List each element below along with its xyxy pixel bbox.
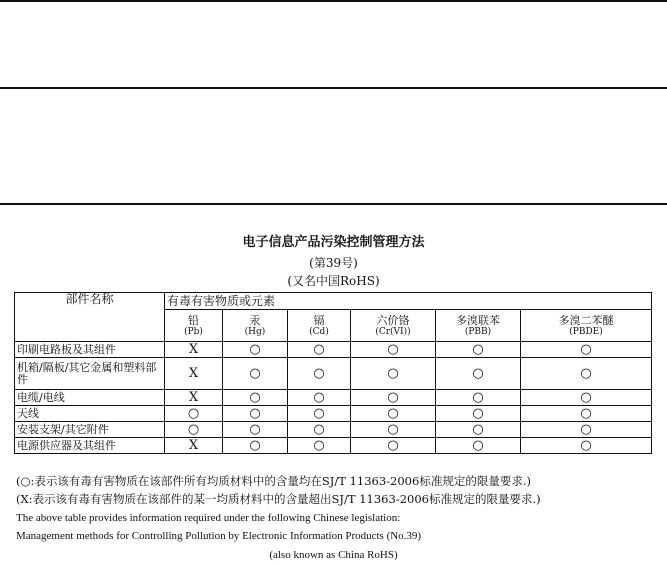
- top-rule-3: [0, 203, 667, 205]
- column-header-pbb: [436, 310, 521, 342]
- value-cell: ○: [521, 390, 652, 406]
- column-symbol: (Hg): [244, 326, 266, 337]
- column-symbol: (PBDE): [569, 326, 603, 337]
- column-name: 汞: [249, 313, 261, 327]
- english-line-3: (also known as China RoHS): [269, 549, 398, 561]
- column-symbol: (PBB): [464, 326, 492, 337]
- value-cell: ○: [288, 438, 351, 454]
- table-row: [15, 342, 652, 358]
- rohs-table: [14, 292, 652, 454]
- value-cell: ○: [351, 438, 436, 454]
- column-header-lead: [165, 310, 223, 342]
- column-symbol: (Cr(VI)): [375, 326, 411, 337]
- value-cell: ○: [521, 438, 652, 454]
- column-header-pbde: [521, 310, 652, 342]
- column-symbol: (Pb): [184, 326, 203, 337]
- value-cell: ○: [223, 438, 288, 454]
- english-line-2: Management methods for Controlling Pollution by Electronic Information Products (No.39): [16, 530, 422, 542]
- value-cell: ○: [223, 342, 288, 358]
- column-name: 多溴联苯: [456, 313, 500, 327]
- value-cell: ○: [351, 358, 436, 390]
- column-symbol: (Cd): [309, 326, 329, 337]
- column-header-chromium: [351, 310, 436, 342]
- value-cell: ○: [351, 342, 436, 358]
- value-cell: ○: [351, 406, 436, 422]
- column-header-cadmium: [288, 310, 351, 342]
- value-cell: ○: [521, 422, 652, 438]
- part-name: 电源供应器及其组件: [15, 438, 165, 454]
- value-cell: ○: [288, 342, 351, 358]
- document-aka: (又名中国RoHS): [287, 274, 380, 288]
- table-row: [15, 390, 652, 406]
- column-name: 多溴二苯醚: [558, 313, 614, 327]
- table-row: [15, 358, 652, 390]
- value-cell: ○: [436, 390, 521, 406]
- value-cell: X: [165, 358, 223, 390]
- note-circle: (○:表示该有毒有害物质在该部件所有均质材料中的含量均在SJ/T 11363-2006标准规定的限量要求.): [16, 474, 531, 488]
- value-cell: ○: [351, 422, 436, 438]
- part-name: 天线: [15, 406, 165, 422]
- top-rule-1: [0, 0, 667, 2]
- value-cell: X: [165, 390, 223, 406]
- value-cell: X: [165, 342, 223, 358]
- substances-header: 有毒有害物质或元素: [165, 293, 652, 310]
- value-cell: ○: [288, 390, 351, 406]
- value-cell: ○: [288, 422, 351, 438]
- part-name: 印刷电路板及其组件: [15, 342, 165, 358]
- document-title: 电子信息产品污染控制管理方法: [242, 235, 425, 250]
- table-row: [15, 406, 652, 422]
- table-row: [15, 422, 652, 438]
- table-row: [15, 438, 652, 454]
- value-cell: ○: [223, 358, 288, 390]
- value-cell: ○: [288, 358, 351, 390]
- column-name: 铅: [188, 313, 199, 327]
- top-rule-2: [0, 87, 667, 89]
- part-header: 部件名称: [15, 293, 165, 342]
- value-cell: ○: [436, 438, 521, 454]
- part-name: 电缆/电线: [15, 390, 165, 406]
- value-cell: ○: [223, 406, 288, 422]
- value-cell: ○: [521, 358, 652, 390]
- value-cell: ○: [436, 358, 521, 390]
- value-cell: ○: [436, 422, 521, 438]
- column-name: 镉: [313, 313, 325, 327]
- table-body: [15, 342, 652, 454]
- value-cell: ○: [165, 422, 223, 438]
- value-cell: ○: [351, 390, 436, 406]
- column-name: 六价铬: [376, 313, 410, 327]
- part-name: 机箱/隔板/其它金属和塑料部件: [15, 358, 165, 390]
- value-cell: ○: [288, 406, 351, 422]
- value-cell: ○: [521, 406, 652, 422]
- part-name: 安装支架/其它附件: [15, 422, 165, 438]
- value-cell: ○: [223, 390, 288, 406]
- value-cell: ○: [223, 422, 288, 438]
- value-cell: ○: [436, 406, 521, 422]
- column-header-mercury: [223, 310, 288, 342]
- value-cell: ○: [436, 342, 521, 358]
- value-cell: ○: [521, 342, 652, 358]
- english-line-1: The above table provides information required under the following Chinese legislation:: [16, 512, 401, 524]
- document-number: (第39号): [309, 256, 358, 270]
- note-x: (X:表示该有毒有害物质在该部件的某一均质材料中的含量超出SJ/T 11363-2006标准规定的限量要求.): [16, 492, 541, 506]
- value-cell: X: [165, 438, 223, 454]
- value-cell: ○: [165, 406, 223, 422]
